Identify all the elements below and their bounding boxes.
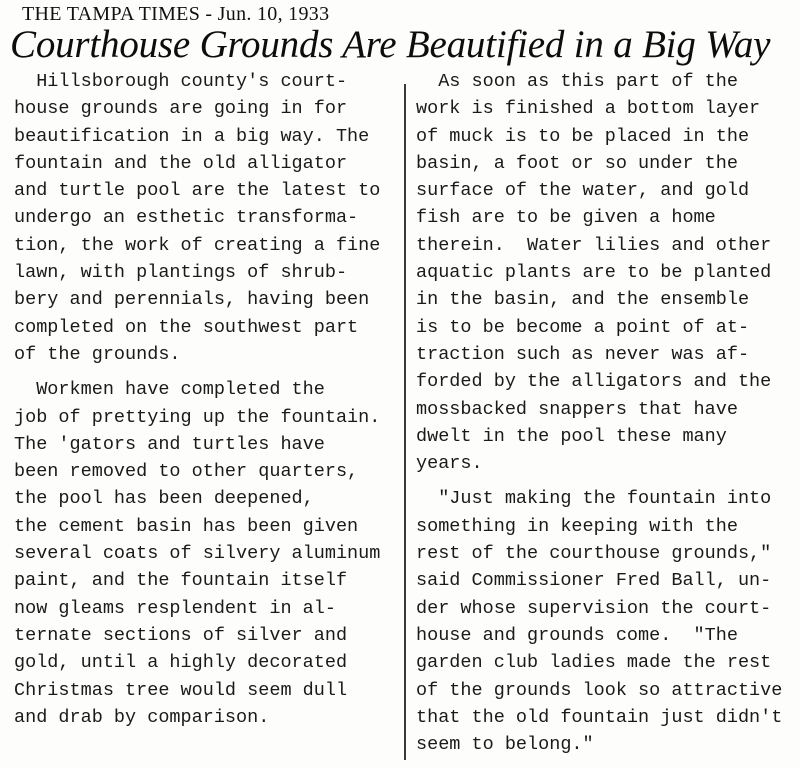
article-line: beautification in a big way. The: [14, 125, 370, 147]
right-column: [416, 68, 794, 758]
article-line: fountain and the old alligator: [14, 152, 348, 174]
article-line: "Just making the fountain into: [416, 488, 772, 510]
article-paragraph: [14, 376, 394, 731]
article-line: tion, the work of creating a fine: [14, 234, 381, 256]
article-line: been removed to other quarters,: [14, 461, 359, 483]
article-line: basin, a foot or so under the: [416, 152, 738, 174]
article-line: years.: [416, 453, 483, 475]
article-line: something in keeping with the: [416, 515, 738, 537]
article-line: of the grounds.: [14, 343, 181, 365]
article-line: several coats of silvery aluminum: [14, 543, 381, 565]
article-line: ternate sections of silver and: [14, 624, 348, 646]
article-line: and turtle pool are the latest to: [14, 180, 381, 202]
article-line: work is finished a bottom layer: [416, 98, 761, 120]
article-line: bery and perennials, having been: [14, 289, 370, 311]
article-line: der whose supervision the court-: [416, 597, 772, 619]
article-line: job of prettying up the fountain.: [14, 406, 381, 428]
article-line: The 'gators and turtles have: [14, 433, 325, 455]
article-line: undergo an esthetic transforma-: [14, 207, 359, 229]
article-line: seem to belong.": [416, 734, 594, 756]
article-line: rest of the courthouse grounds,": [416, 543, 772, 565]
article-line: traction such as never was af-: [416, 343, 750, 365]
article-paragraph: [416, 68, 794, 477]
article-line: forded by the alligators and the: [416, 371, 772, 393]
article-paragraph: [14, 68, 394, 368]
article-line: aquatic plants are to be planted: [416, 262, 772, 284]
article-line: paint, and the fountain itself: [14, 570, 348, 592]
article-line: of muck is to be placed in the: [416, 125, 750, 147]
article-line: said Commissioner Fred Ball, un-: [416, 570, 772, 592]
article-line: house grounds are going in for: [14, 98, 348, 120]
article-line: is to be become a point of at-: [416, 316, 750, 338]
article-line: surface of the water, and gold: [416, 180, 750, 202]
article-line: Workmen have completed the: [14, 379, 325, 401]
article-line: the cement basin has been given: [14, 515, 359, 537]
article-line: fish are to be given a home: [416, 207, 716, 229]
article-line: now gleams resplendent in al-: [14, 597, 336, 619]
article-paragraph: [416, 485, 794, 758]
dateline: THE TAMPA TIMES - Jun. 10, 1933: [22, 3, 330, 25]
article-line: completed on the southwest part: [14, 316, 359, 338]
paragraph-gap: [14, 368, 394, 376]
article-line: Christmas tree would seem dull: [14, 679, 348, 701]
article-line: lawn, with plantings of shrub-: [14, 262, 348, 284]
article-line: in the basin, and the ensemble: [416, 289, 750, 311]
article-line: that the old fountain just didn't: [416, 706, 783, 728]
article-line: and drab by comparison.: [14, 706, 270, 728]
article-line: garden club ladies made the rest: [416, 652, 772, 674]
article-line: the pool has been deepened,: [14, 488, 314, 510]
article-line: dwelt in the pool these many: [416, 425, 727, 447]
article-line: mossbacked snappers that have: [416, 398, 738, 420]
article-line: gold, until a highly decorated: [14, 652, 348, 674]
paragraph-gap: [416, 477, 794, 485]
article-line: therein. Water lilies and other: [416, 234, 772, 256]
headline: Courthouse Grounds Are Beautified in a Big Way: [10, 23, 771, 66]
article-line: Hillsborough county's court-: [14, 71, 348, 92]
article-line: house and grounds come. "The: [416, 624, 738, 646]
column-divider: [404, 84, 406, 760]
article-line: As soon as this part of the: [416, 71, 738, 92]
article-line: of the grounds look so attractive: [416, 679, 783, 701]
left-column: [14, 68, 394, 731]
